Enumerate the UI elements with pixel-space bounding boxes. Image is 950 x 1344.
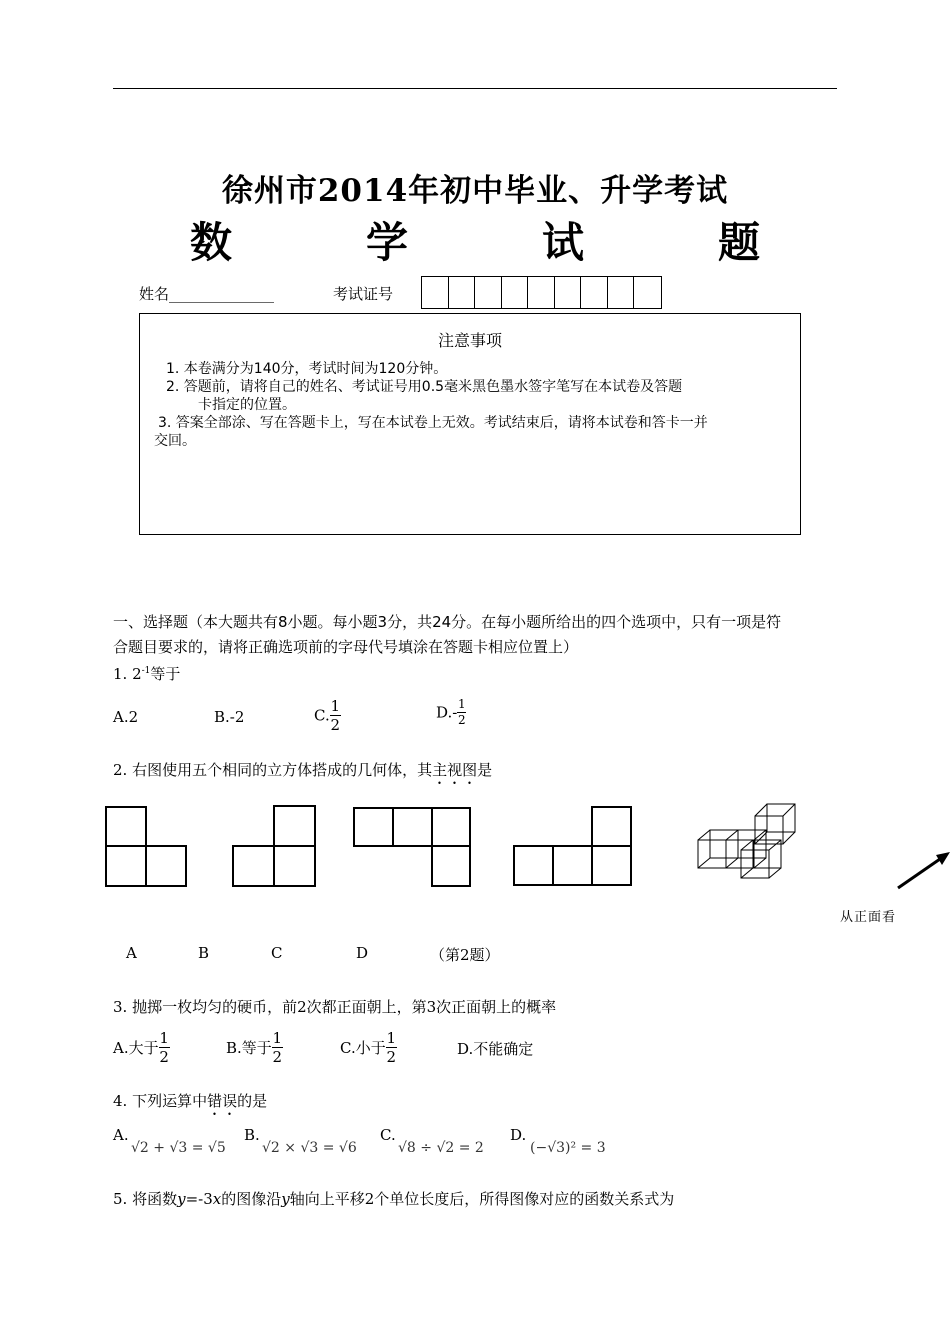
q5-text-2: 的图像沿 [221, 1190, 282, 1208]
q2-option-c-figure [354, 808, 470, 886]
fraction-numerator: 1 [386, 1029, 396, 1047]
fraction-numerator: 1 [330, 697, 340, 715]
q4-option-b-expr: √2 × √3 = √6 [262, 1140, 357, 1156]
q2-option-d-figure [514, 807, 631, 885]
q2-option-a-figure [106, 807, 186, 886]
q1-c-fraction [330, 697, 341, 734]
q2-label-a[interactable]: A [126, 944, 137, 962]
top-rule [113, 88, 837, 89]
q5-axis-y: y [281, 1190, 290, 1208]
q1-d-fraction [457, 697, 466, 728]
notice-item-1: 1. 本卷满分为140分，考试时间为120分钟。 [166, 361, 448, 377]
fraction-numerator: 1 [458, 697, 466, 711]
q1-option-d[interactable] [436, 697, 466, 728]
q5-var-y: y [177, 1190, 186, 1208]
q1-base: 2 [132, 665, 142, 683]
q4-text-tail: 的是 [237, 1092, 268, 1110]
q1-option-b[interactable]: B.-2 [214, 708, 245, 726]
id-box[interactable] [422, 277, 449, 308]
question-2 [113, 759, 492, 788]
q4-option-c-expr: √8 ÷ √2 = 2 [398, 1140, 484, 1156]
q2-text: 2. 右图使用五个相同的立方体搭成的几何体，其 [113, 761, 433, 779]
q3-option-a[interactable] [113, 1029, 170, 1066]
q3-a-fraction [159, 1029, 170, 1066]
q1-number: 1. [113, 665, 128, 683]
q2-solid-figure [698, 804, 795, 878]
fraction-denominator: 2 [458, 713, 466, 727]
view-direction-arrow [898, 852, 950, 888]
id-box[interactable] [502, 277, 529, 308]
q3-c-label: C.小于 [340, 1039, 386, 1057]
q4-option-c-label[interactable]: C. [380, 1126, 396, 1144]
notice-item-3-cont: 交回。 [154, 433, 196, 449]
q2-caption: （第2题） [430, 946, 500, 964]
q3-option-d[interactable]: D.不能确定 [457, 1040, 534, 1058]
id-box[interactable] [581, 277, 608, 308]
fraction-denominator: 2 [272, 1048, 283, 1066]
q2-label-c[interactable]: C [271, 944, 283, 962]
fraction-denominator: 2 [159, 1048, 169, 1066]
fraction-numerator: 1 [159, 1029, 169, 1047]
q3-option-b[interactable] [226, 1029, 283, 1066]
question-5 [113, 1188, 674, 1209]
notice-item-2-cont: 卡指定的位置。 [198, 397, 296, 413]
q3-b-label: B.等于 [226, 1039, 272, 1057]
id-box[interactable] [528, 277, 555, 308]
q1-d-label: D.- [436, 703, 458, 722]
q4-option-b-label[interactable]: B. [244, 1126, 260, 1144]
q3-option-c[interactable] [340, 1029, 397, 1066]
q1-exponent: -1 [141, 666, 151, 676]
q4-text: 4. 下列运算中 [113, 1092, 208, 1110]
q5-var-x: x [212, 1190, 222, 1208]
question-4 [113, 1090, 267, 1119]
q3-c-fraction [386, 1029, 397, 1066]
q2-figures [0, 795, 950, 935]
q4-option-a-label[interactable]: A. [113, 1126, 129, 1144]
q2-emphasis: 主视图 [432, 761, 478, 779]
id-number-boxes[interactable] [421, 276, 662, 309]
name-label: 姓名______________ [139, 285, 275, 303]
id-label: 考试证号 [333, 285, 394, 303]
notice-title: 注意事项 [437, 331, 502, 350]
notice-item-2: 2. 答题前，请将自己的姓名、考试证号用0.5毫米黑色墨水签字笔写在本试卷及答题 [166, 379, 683, 395]
q2-label-b[interactable]: B [198, 944, 210, 962]
q2-label-d[interactable]: D [356, 944, 369, 962]
question-1 [113, 663, 180, 684]
q4-option-d-label[interactable]: D. [510, 1126, 527, 1144]
question-3: 3. 抛掷一枚均匀的硬币，前2次都正面朝上，第3次正面朝上的概率 [113, 998, 557, 1016]
q5-text-3: 轴向上平移2个单位长度后，所得图像对应的函数关系式为 [289, 1190, 675, 1208]
fraction-denominator: 2 [386, 1048, 396, 1066]
q1-option-a[interactable]: A.2 [113, 708, 139, 726]
exam-title: 徐州市2014年初中毕业、升学考试 [221, 173, 729, 209]
q2-option-b-figure [233, 806, 315, 886]
q2-text-tail: 是 [477, 761, 493, 779]
q1-text: 等于 [150, 665, 181, 683]
q5-eq: =-3 [185, 1190, 213, 1208]
id-box[interactable] [608, 277, 635, 308]
section-1-heading-cont: 合题目要求的，请将正确选项前的字母代号填涂在答题卡相应位置上） [113, 638, 579, 656]
q1-option-c[interactable] [314, 697, 341, 734]
notice-item-3: 3. 答案全部涂、写在答题卡上，写在本试卷上无效。考试结束后，请将本试卷和答卡一并 [158, 415, 708, 431]
q3-b-fraction [272, 1029, 283, 1066]
id-box[interactable] [475, 277, 502, 308]
view-direction-label: 从正面看 [840, 910, 897, 925]
exam-subject: 数 学 试 题 [189, 218, 806, 267]
notice-box [139, 313, 801, 535]
id-box[interactable] [634, 277, 661, 308]
q1-c-label: C. [314, 706, 330, 725]
q4-option-a-expr: √2 + √3 = √5 [131, 1140, 226, 1156]
q4-emphasis: 错误 [207, 1092, 238, 1110]
q4-option-d-expr: (−√3)² = 3 [530, 1140, 606, 1156]
q5-text: 5. 将函数 [113, 1190, 178, 1208]
fraction-denominator: 2 [330, 716, 340, 734]
id-box[interactable] [449, 277, 476, 308]
id-box[interactable] [555, 277, 582, 308]
fraction-numerator: 1 [272, 1029, 283, 1047]
section-1-heading: 一、选择题（本大题共有8小题。每小题3分，共24分。在每小题所给出的四个选项中，只有一项是符 [113, 613, 782, 631]
q3-a-label: A.大于 [113, 1039, 159, 1057]
